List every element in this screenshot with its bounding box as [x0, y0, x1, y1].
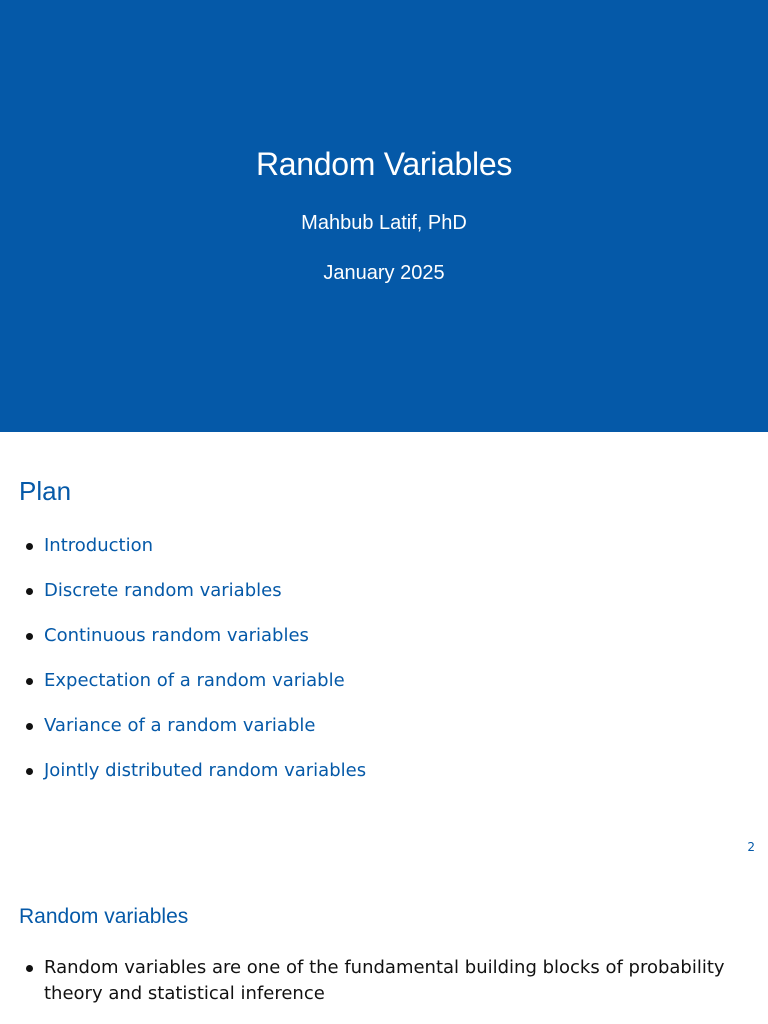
title-slide — [0, 0, 768, 432]
plan-item-introduction — [0, 532, 366, 577]
plan-link-continuous[interactable]: Continuous random variables — [44, 625, 309, 646]
plan-link-introduction[interactable]: Introduction — [44, 535, 154, 556]
plan-item-variance — [0, 712, 366, 757]
bullet-text: Random variables are one of the fundamental building blocks of probability theory and statistical inference — [44, 957, 725, 1004]
list-item — [0, 955, 740, 1007]
plan-list — [0, 532, 366, 802]
author-name: Mahbub Latif, PhD — [301, 212, 467, 234]
plan-heading: Plan — [19, 476, 72, 506]
plan-item-expectation — [0, 667, 366, 712]
plan-link-joint[interactable]: Jointly distributed random variables — [44, 760, 367, 781]
plan-item-joint — [0, 757, 366, 802]
bullet-icon — [26, 723, 33, 730]
random-variables-list — [0, 955, 740, 1007]
bullet-icon — [26, 965, 33, 972]
presentation-date: January 2025 — [323, 262, 445, 284]
bullet-icon — [26, 588, 33, 595]
random-variables-heading: Random variables — [19, 905, 189, 928]
plan-item-discrete — [0, 577, 366, 622]
plan-link-discrete[interactable]: Discrete random variables — [44, 580, 282, 601]
plan-link-variance[interactable]: Variance of a random variable — [44, 715, 316, 736]
bullet-icon — [26, 678, 33, 685]
bullet-icon — [26, 633, 33, 640]
plan-item-continuous — [0, 622, 366, 667]
bullet-icon — [26, 543, 33, 550]
bullet-icon — [26, 768, 33, 775]
presentation-title: Random Variables — [255, 146, 513, 182]
page-number: 2 — [747, 840, 755, 854]
plan-link-expectation[interactable]: Expectation of a random variable — [44, 670, 345, 691]
